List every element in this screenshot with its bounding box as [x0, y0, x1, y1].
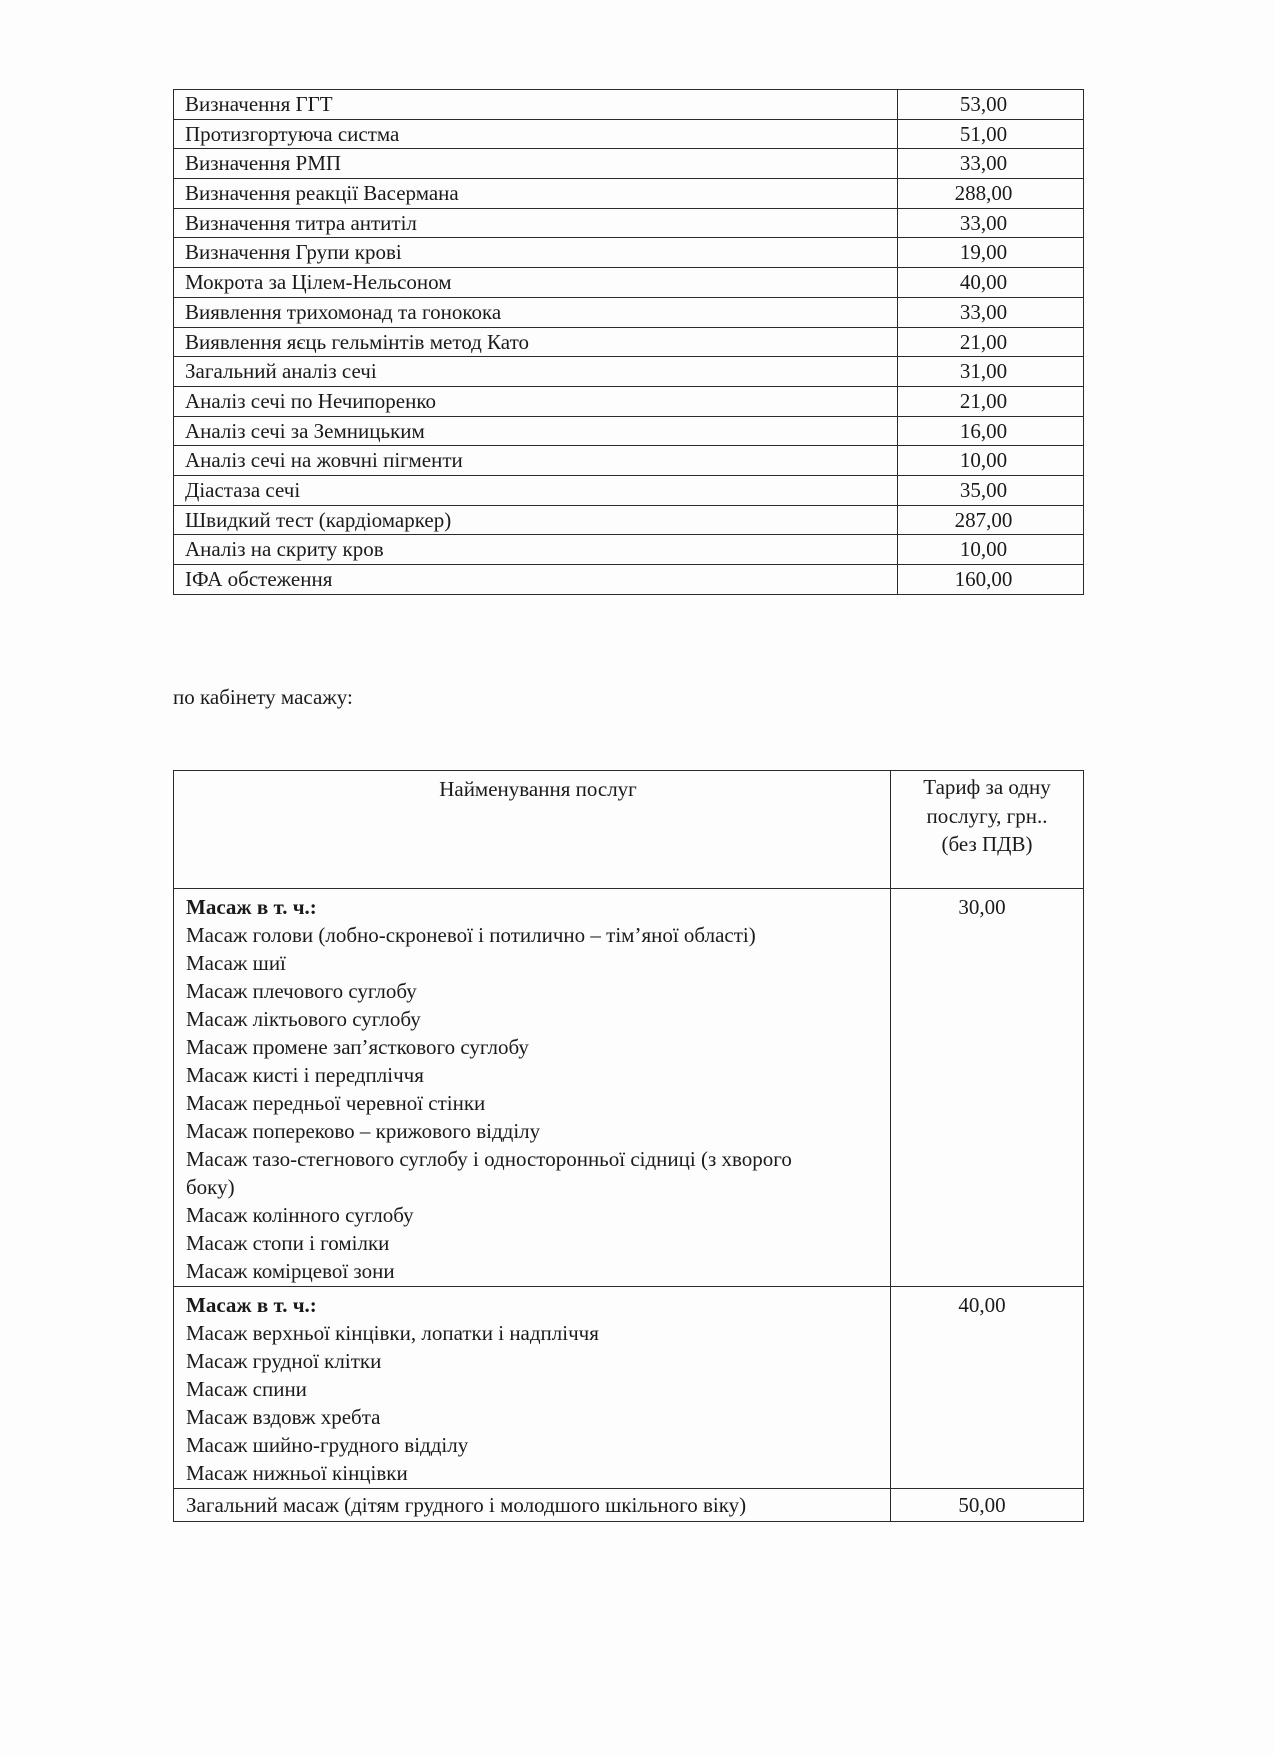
service-name: Аналіз на скриту кров — [174, 535, 898, 565]
service-price: 19,00 — [898, 238, 1084, 268]
service-price: 31,00 — [898, 357, 1084, 387]
table-row — [174, 327, 1084, 357]
massage-item: Масаж тазо-стегнового суглобу і односторонньої сідниці (з хворого боку) — [186, 1147, 792, 1199]
massage-group-cell — [174, 1287, 891, 1489]
table-row — [174, 119, 1084, 149]
lab-services-table — [173, 89, 1084, 595]
service-price: 21,00 — [898, 327, 1084, 357]
service-name: Виявлення яєць гельмінтів метод Като — [174, 327, 898, 357]
general-massage-name: Загальний масаж (дітям грудного і молодшого шкільного віку) — [174, 1489, 891, 1522]
massage-item: Масаж попереково – крижового відділу — [186, 1119, 541, 1143]
table-row — [174, 565, 1084, 595]
group-title: Масаж в т. ч.: — [186, 895, 317, 919]
massage-section-label: по кабінету масажу: — [173, 685, 353, 709]
group-title: Масаж в т. ч.: — [186, 1293, 317, 1317]
table-row — [174, 149, 1084, 179]
table-row — [174, 416, 1084, 446]
service-price: 288,00 — [898, 179, 1084, 209]
massage-services-table — [173, 770, 1084, 1522]
group-items — [186, 921, 890, 1285]
group-items — [186, 1319, 890, 1487]
massage-item: Масаж нижньої кінцівки — [186, 1461, 408, 1485]
table-row — [174, 238, 1084, 268]
table-header-row — [174, 771, 1084, 889]
table-row — [174, 535, 1084, 565]
general-massage-price: 50,00 — [891, 1489, 1084, 1522]
massage-item: Масаж шийно-грудного відділу — [186, 1433, 469, 1457]
massage-item: Масаж ліктьового суглобу — [186, 1007, 421, 1031]
table-row — [174, 1489, 1084, 1522]
service-price: 33,00 — [898, 297, 1084, 327]
massage-item: Масаж шиї — [186, 951, 286, 975]
service-price: 53,00 — [898, 90, 1084, 120]
service-name: Аналіз сечі на жовчні пігменти — [174, 446, 898, 476]
service-price: 40,00 — [898, 268, 1084, 298]
table-row — [174, 179, 1084, 209]
massage-item: Масаж комірцевої зони — [186, 1259, 395, 1283]
massage-item: Масаж колінного суглобу — [186, 1203, 414, 1227]
massage-item: Масаж грудної клітки — [186, 1349, 382, 1373]
service-name: Швидкий тест (кардіомаркер) — [174, 505, 898, 535]
header-tariff — [891, 771, 1084, 889]
massage-item: Масаж плечового суглобу — [186, 979, 417, 1003]
header-tariff-line: Тариф за одну — [923, 775, 1051, 799]
service-price: 10,00 — [898, 446, 1084, 476]
massage-item: Масаж кисті і передпліччя — [186, 1063, 424, 1087]
massage-item: Масаж вздовж хребта — [186, 1405, 381, 1429]
service-name: Виявлення трихомонад та гонокока — [174, 297, 898, 327]
table-row — [174, 268, 1084, 298]
table-row — [174, 505, 1084, 535]
service-price: 51,00 — [898, 119, 1084, 149]
massage-item: Масаж стопи і гомілки — [186, 1231, 390, 1255]
massage-item: Масаж передньої черевної стінки — [186, 1091, 486, 1115]
service-price: 287,00 — [898, 505, 1084, 535]
service-price: 160,00 — [898, 565, 1084, 595]
table-row — [174, 90, 1084, 120]
group-price: 40,00 — [891, 1287, 1084, 1489]
service-name: Визначення титра антитіл — [174, 208, 898, 238]
service-price: 16,00 — [898, 416, 1084, 446]
service-name: Визначення Групи крові — [174, 238, 898, 268]
massage-item: Масаж голови (лобно-скроневої і потилично – тім’яної області) — [186, 923, 756, 947]
table-row — [174, 297, 1084, 327]
table-row — [174, 446, 1084, 476]
massage-item: Масаж промене зап’ясткового суглобу — [186, 1035, 529, 1059]
group-price: 30,00 — [891, 889, 1084, 1287]
massage-item: Масаж спини — [186, 1377, 307, 1401]
massage-item: Масаж верхньої кінцівки, лопатки і надпліччя — [186, 1321, 599, 1345]
service-name: Протизгортуюча систма — [174, 119, 898, 149]
service-name: ІФА обстеження — [174, 565, 898, 595]
service-price: 10,00 — [898, 535, 1084, 565]
table-row — [174, 1287, 1084, 1489]
service-price: 33,00 — [898, 208, 1084, 238]
service-name: Визначення реакції Васермана — [174, 179, 898, 209]
table-row — [174, 889, 1084, 1287]
service-name: Мокрота за Цілем-Нельсоном — [174, 268, 898, 298]
service-name: Загальний аналіз сечі — [174, 357, 898, 387]
table-row — [174, 208, 1084, 238]
massage-group-cell — [174, 889, 891, 1287]
header-tariff-line: (без ПДВ) — [941, 832, 1033, 856]
service-name: Аналіз сечі за Земницьким — [174, 416, 898, 446]
service-price: 33,00 — [898, 149, 1084, 179]
header-tariff-line: послугу, грн.. — [926, 803, 1048, 828]
header-service-name: Найменування послуг — [174, 771, 891, 889]
service-price: 21,00 — [898, 386, 1084, 416]
service-name: Аналіз сечі по Нечипоренко — [174, 386, 898, 416]
table-row — [174, 357, 1084, 387]
service-name: Визначення ГГТ — [174, 90, 898, 120]
table-row — [174, 386, 1084, 416]
table-row — [174, 475, 1084, 505]
service-name: Діастаза сечі — [174, 475, 898, 505]
service-price: 35,00 — [898, 475, 1084, 505]
service-name: Визначення РМП — [174, 149, 898, 179]
